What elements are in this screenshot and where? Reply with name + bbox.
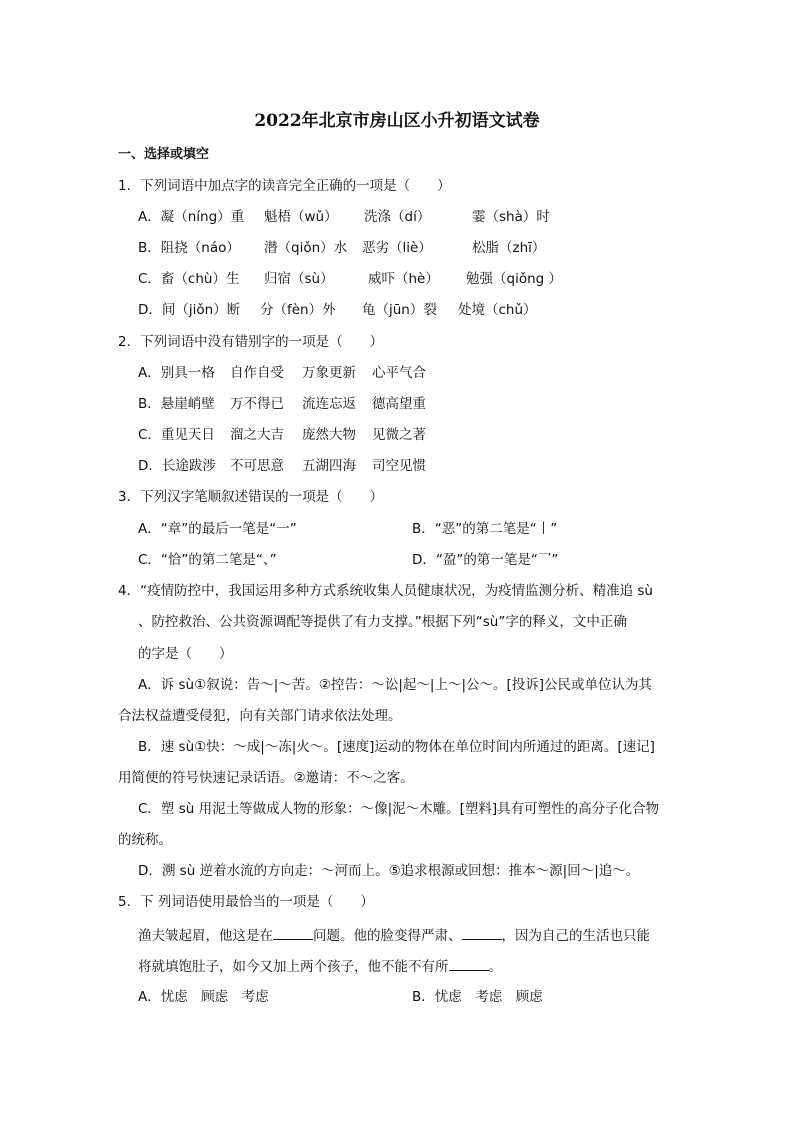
q2-d-1: D．长途跋涉 [138,458,216,474]
question-4-stem-line3: 的字是（ ） [138,646,233,662]
q2-a-3: 万象更新 [302,365,356,381]
question-3-option-a: A．“章”的最后一笔是“一” [138,521,297,537]
blank-3[interactable] [449,956,489,971]
q1-a-1: A．凝（níng）重 [138,209,245,225]
q1-a-4: 霎（shà）时 [472,209,550,225]
q1-b-4: 松脂（zhī） [472,240,546,256]
question-3-option-b: B．“恶”的第二笔是“丨” [412,521,558,537]
q2-b-1: B．悬崖峭壁 [138,396,215,412]
q1-d-3: 龟（jūn）裂 [362,302,437,318]
q1-c-1: C．畜（chù）生 [138,271,240,287]
page-title: 2022年北京市房山区小升初语文试卷 [254,111,540,131]
question-5-option-a: A．忧虑 顾虑 考虑 [138,989,269,1005]
q2-c-2: 溜之大吉 [230,427,284,443]
q2-c-3: 庞然大物 [302,427,356,443]
q1-a-2: 魁梧（wǔ） [264,209,338,225]
q2-c-1: C．重见天日 [138,427,215,443]
q5-text-4: 将就填饱肚子，如今又加上两个孩子，他不能不有所 [138,959,449,975]
question-4-option-a-line1: A．诉 sù①叙说：告～|～苦。②控告：～讼|起～|上～|公～。[投诉]公民或单位认为其 [138,677,653,693]
q2-a-4: 心平气合 [372,365,426,381]
q5-text-1: 渔夫皱起眉，他这是在 [138,928,273,944]
q2-d-2: 不可思意 [230,458,284,474]
q2-d-3: 五湖四海 [302,458,356,474]
q1-d-1: D．间（jiǒn）断 [138,302,241,318]
q1-c-3: 威吓（hè） [368,271,439,287]
q5-text-3: ，因为自己的生活也只能 [501,928,650,944]
question-5-stem: 5．下 列词语使用最恰当的一项是（ ） [118,894,374,910]
blank-1[interactable] [273,925,313,940]
question-4-option-a-line2: 合法权益遭受侵犯，向有关部门请求依法处理。 [118,708,402,724]
question-4-option-d: D．溯 sù 逆着水流的方向走：～河而上。⑤追求根源或回想：推本～源|回～|追～。 [138,863,640,879]
section-heading: 一、选择或填空 [118,147,210,162]
q1-d-2: 分（fèn）外 [260,302,336,318]
q1-d-4: 处境（chǔ） [458,302,537,318]
q1-c-2: 归宿（sù） [264,271,334,287]
question-3-option-c: C．“恰”的第二笔是“、” [138,552,277,568]
question-3-stem: 3．下列汉字笔顺叙述错误的一项是（ ） [118,489,384,505]
question-5-option-b: B．忧虑 考虑 顾虑 [412,989,543,1005]
question-4-option-c-line1: C．塑 sù 用泥土等做成人物的形象：～像|泥～木雕。[塑料]具有可塑性的高分子化合物 [138,801,660,817]
q2-b-4: 德高望重 [372,396,426,412]
q1-c-4: 勉强（qiǒng ） [466,271,562,287]
question-3-option-d: D．“盈”的第一笔是“乛” [412,552,559,568]
q2-a-1: A．别具一格 [138,365,215,381]
question-5-passage-line1 [138,925,650,945]
question-1-stem: 1．下列词语中加点字的读音完全正确的一项是（ ） [118,178,451,194]
blank-2[interactable] [462,925,502,940]
q2-c-4: 见微之著 [372,427,426,443]
q5-text-5: 。 [488,959,502,975]
q1-b-1: B．阻挠（náo） [138,240,240,256]
q5-text-2: 问题。他的脸变得严肃、 [313,928,462,944]
q2-a-2: 自作自受 [230,365,284,381]
question-4-stem-line2: 、防控救治、公共资源调配等提供了有力支撑。”根据下列“sù”字的释义，文中正确 [138,614,627,630]
q2-b-3: 流连忘返 [302,396,356,412]
question-5-passage-line2 [138,956,502,976]
q2-b-2: 万不得已 [230,396,284,412]
q1-a-3: 洗涤（dí） [364,209,431,225]
q1-b-2: 潜（qiǒn）水 [264,240,348,256]
question-4-option-b-line1: B．速 sù①快：～成|～冻|火～。[速度]运动的物体在单位时间内所通过的距离。[速记] [138,739,655,755]
question-4-option-c-line2: 的统称。 [118,832,172,848]
q1-b-3: 恶劣（liè） [362,240,432,256]
q2-d-4: 司空见惯 [372,458,426,474]
question-4-option-b-line2: 用简便的符号快速记录话语。②邀请：不～之客。 [118,770,414,786]
question-2-stem: 2．下列词语中没有错别字的一项是（ ） [118,334,384,350]
question-4-stem-line1: 4．“疫情防控中，我国运用多种方式系统收集人员健康状况，为疫情监测分析、精准追 sù [118,583,653,599]
